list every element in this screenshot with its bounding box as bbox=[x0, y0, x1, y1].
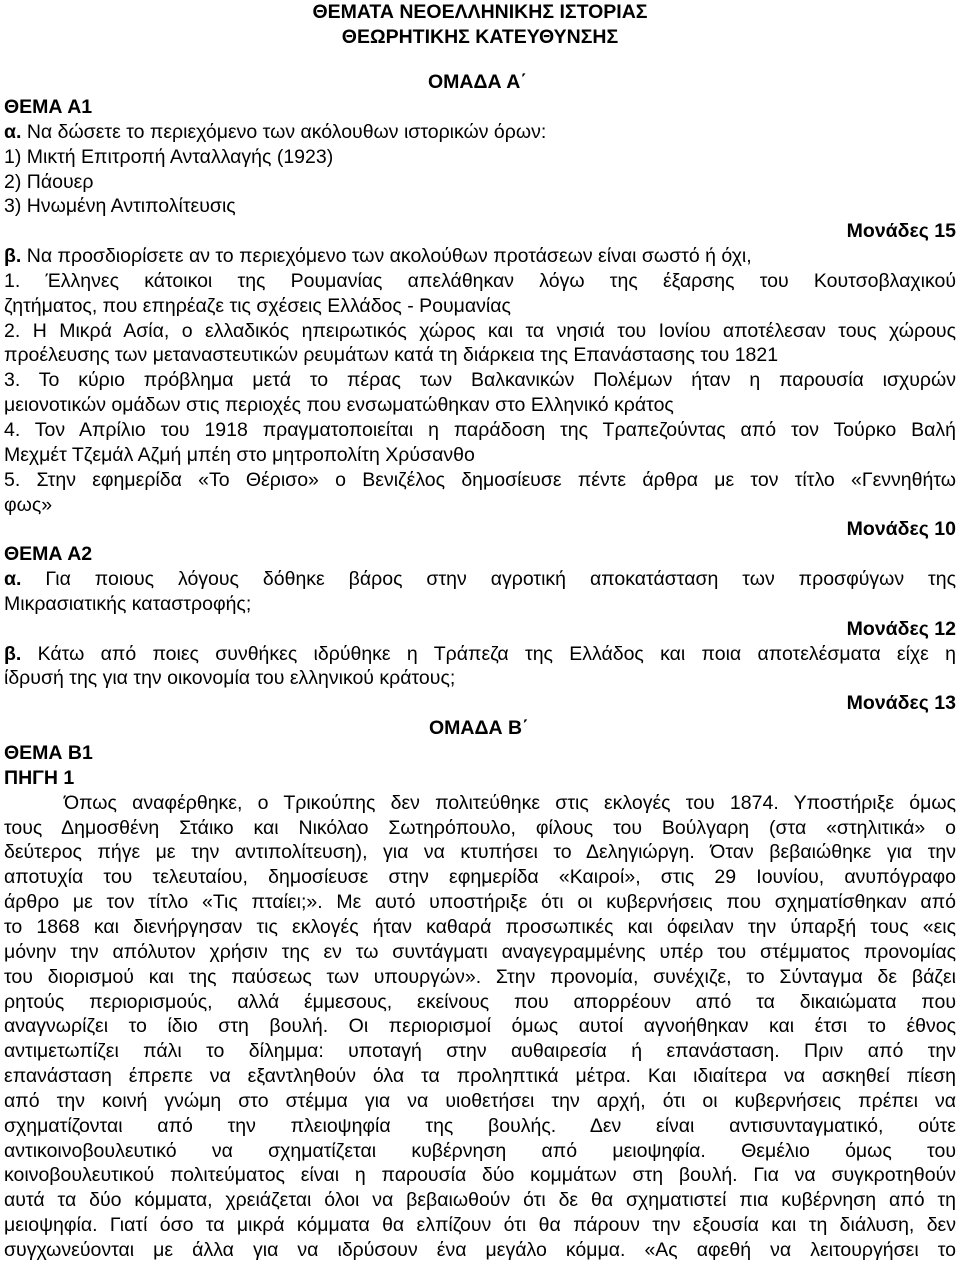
source-line: αντικοινοβουλευτικό να σχηματίζεται κυβέρνηση από μειοψηφία. Θεμέλιο όμως του bbox=[4, 1139, 956, 1162]
term-item: 2) Πάουερ bbox=[4, 170, 94, 193]
source-heading: ΠΗΓΗ 1 bbox=[4, 766, 75, 789]
question-a1-alpha bbox=[4, 120, 956, 145]
source-line: συγχωνεύονται με άλλα για να ιδρύσουν ένα μεγάλο κόμμα. «Ας αφεθή να λειτουργήσει το bbox=[4, 1238, 956, 1261]
question-text: Να δώσετε το περιεχόμενο των ακόλουθων ιστορικών όρων: bbox=[21, 120, 547, 143]
source-line: σχηματίζονται από την πλειοψηφία της βουλής. Δεν είναι αντισυνταγματικό, ούτε bbox=[4, 1114, 956, 1137]
source-line: επανάσταση έπρεπε να εξαντληθούν όλα τα προληπτικά μέτρα. Και ιδιαίτερα να ασκηθεί πίεση bbox=[4, 1065, 956, 1088]
statement-line: ζητήματος, που επηρέαζε τις σχέσεις Ελλάδος - Ρουμανίας bbox=[4, 294, 511, 317]
question-label: α. bbox=[4, 568, 22, 591]
source-line: ρητούς περιορισμούς, αλλά έμμεσους, εκείνους που απορρέουν από τα δικαιώματα που bbox=[4, 990, 956, 1013]
source-line: αναγνωρίζει το ίδιο στη βουλή. Οι περιορισμοί όμως αυτοί αγνοήθηκαν και έτσι το έθνος bbox=[4, 1015, 956, 1038]
question-label: α. bbox=[4, 120, 22, 143]
term-item: 3) Ηνωμένη Αντιπολίτευσις bbox=[4, 195, 236, 218]
statement-line: Μεχμέτ Τζεμάλ Αζμή μπέη στο μητροπολίτη Χρύσανθο bbox=[4, 443, 475, 466]
statement-line: μειονοτικών ομάδων στις περιοχές που ενσωματώθηκαν στο Ελληνικό κράτος bbox=[4, 394, 674, 417]
term-item: 1) Μικτή Επιτροπή Ανταλλαγής (1923) bbox=[4, 145, 334, 168]
source-line: του διορισμού και της παύσεως των υπουργών». Στην προνομία, συνέχιζε, το Σύνταγμα δε βάζει bbox=[4, 965, 956, 988]
source-line: μειοψηφία. Γιατί όσο τα μικρά κόμματα θα ελπίζουν ότι θα πάρουν την εξουσία και τη διάλυση, δεν bbox=[4, 1214, 956, 1237]
source-line: αποτυχία του τελευταίου, δημοσίευσε στην εφημερίδα «Καιροί», στις 29 Ιουνίου, ανυπόγραφο bbox=[4, 866, 956, 889]
source-line: αντιμετωπίζει πάλι το δίλημμα: υποταγή στην αυθαιρεσία ή επανάσταση. Πριν από την bbox=[4, 1040, 956, 1063]
source-line: δεύτερος πήγε με την αντιπολίτευση), για να κτυπήσει το Δεληγιώργη. Όταν βεβαιώθηκε για την bbox=[4, 841, 956, 864]
statement-line: προέλευσης των μεταναστευτικών ρευμάτων κατά τη διάρκεια της Επανάστασης του 1821 bbox=[4, 344, 779, 367]
theme-a2-heading: ΘΕΜΑ Α2 bbox=[4, 543, 93, 566]
source-line: αυτά τα δύο κόμματα, χρειάζεται όλοι να βεβαιωθούν ότι δε θα σχηματιστεί πια κυβέρνηση από τη bbox=[4, 1189, 956, 1212]
document-title: ΘΕΜΑΤΑ ΝΕΟΕΛΛΗΝΙΚΗΣ ΙΣΤΟΡΙΑΣ bbox=[312, 1, 648, 23]
source-line: τους Δημοσθένη Στάικο και Νικόλαο Σωτηρόπουλο, φίλους του Βούλγαρη (στα «στηλιτικά» ο bbox=[4, 816, 956, 839]
marks-label: Μονάδες 13 bbox=[846, 692, 956, 715]
source-text bbox=[4, 791, 956, 1263]
theme-b1-heading: ΘΕΜΑ Β1 bbox=[4, 742, 93, 765]
marks-label: Μονάδες 12 bbox=[846, 617, 956, 640]
question-text: Να προσδιορίσετε αν το περιεχόμενο των ακολούθων προτάσεων είναι σωστό ή όχι, bbox=[21, 245, 752, 268]
source-line: μόνην την απόλυτον χρήσιν της εν τω συντάγματι αναγεγραμμένης υπέρ του στέμματος προνομίας bbox=[4, 940, 956, 963]
question-text: Για ποιους λόγους δόθηκε βάρος στην αγροτική αποκατάσταση των προσφύγων της bbox=[21, 568, 956, 591]
statement-line: 4. Τον Απρίλιο του 1918 πραγματοποιείται η παράδοση της Τραπεζούντας από τον Τούρκο Βαλή bbox=[4, 418, 956, 441]
statement-line: 1. Έλληνες κάτοικοι της Ρουμανίας απελάθηκαν λόγω της έξαρσης του Κουτσοβλαχικού bbox=[4, 269, 956, 292]
group-a-title: ΟΜΑΔΑ Α΄ bbox=[428, 71, 527, 93]
theme-a1-heading: ΘΕΜΑ Α1 bbox=[4, 96, 93, 118]
marks-label: Μονάδες 10 bbox=[846, 518, 956, 541]
question-text-cont: Μικρασιατικής καταστροφής; bbox=[4, 592, 252, 615]
source-line: Όπως αναφέρθηκε, ο Τρικούπης δεν πολιτεύθηκε στις εκλογές του 1874. Υποστήριξε όμως bbox=[64, 791, 956, 814]
source-line: κοινοβουλευτικού πολιτεύματος είναι η παρουσία δύο κομμάτων στη βουλή. Για να συγκροτηθούν bbox=[4, 1164, 956, 1187]
question-label: β. bbox=[4, 642, 22, 665]
statement-line: φως» bbox=[4, 493, 53, 516]
question-a2-alpha bbox=[4, 567, 956, 592]
group-b-title: ΟΜΑΔΑ Β΄ bbox=[429, 717, 529, 740]
source-line: από την κοινή γνώμη στο στέμμα για να υιοθετήσει την αρχή, ότι οι κυβερνήσεις πρέπει να bbox=[4, 1089, 956, 1112]
question-a1-beta bbox=[4, 244, 956, 269]
question-text-cont: ίδρυσή της για την οικονομία του ελληνικού κράτους; bbox=[4, 667, 456, 690]
source-line: άρθρο με τον τίτλο «Τις πταίει;». Με αυτό υποστήριξε ότι οι κυβερνήσεις που σχηματίσθηκαν από bbox=[4, 891, 956, 914]
document-subtitle: ΘΕΩΡΗΤΙΚΗΣ ΚΑΤΕΥΘΥΝΣΗΣ bbox=[341, 26, 619, 48]
question-text: Κάτω από ποιες συνθήκες ιδρύθηκε η Τράπεζα της Ελλάδος και ποια αποτελέσματα είχε η bbox=[21, 642, 956, 665]
statement-line: 2. Η Μικρά Ασία, ο ελλαδικός ηπειρωτικός χώρος και τα νησιά του Ιονίου αποτέλεσαν τους χώρους bbox=[4, 319, 956, 342]
source-line: το 1868 και διενήργησαν τις εκλογές ήταν καθαρά προσωπικές και όφειλαν την ύπαρξή τους «εις bbox=[4, 916, 956, 938]
marks-label: Μονάδες 15 bbox=[846, 220, 956, 243]
question-a2-beta bbox=[4, 642, 956, 667]
question-label: β. bbox=[4, 245, 22, 268]
statement-line: 5. Στην εφημερίδα «Το Θέρισο» ο Βενιζέλος δημοσίευσε πέντε άρθρα με τον τίτλο «Γεννηθήτω bbox=[4, 468, 956, 491]
statement-line: 3. Το κύριο πρόβλημα μετά το πέρας των Βαλκανικών Πολέμων ήταν η παρουσία ισχυρών bbox=[4, 369, 956, 392]
